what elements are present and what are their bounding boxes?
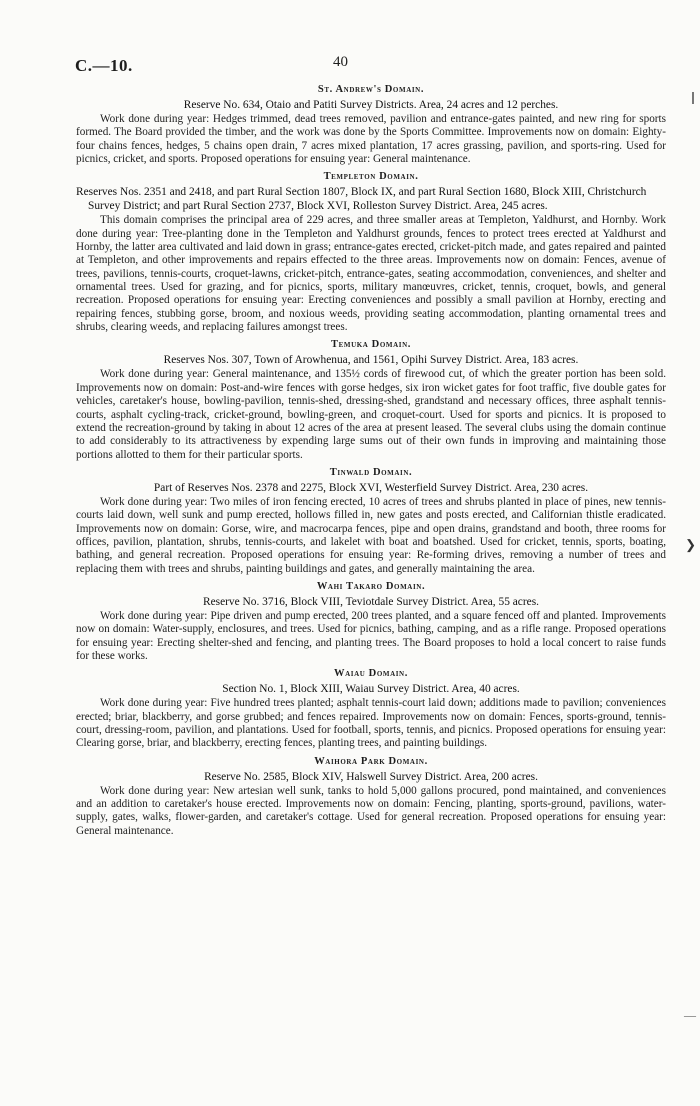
section-wahi-takaro [76,580,666,663]
section-heading: Templeton Domain. [323,171,419,183]
section-text: Work done during year: Five hundred trees planted; asphalt tennis-court laid down; additions made to pavilion; conveniences erected; briar, blackberry, and gorse grubbed; and fences repaired. Improvements now on domain: Fences, sports-ground, tennis-court, dressing-room, pavilion, and plantations. Used for football, sports, tennis, and picnics. Proposed operations for ensuing year: Clearing gorse, briar, and blackberry, erecting fences, planting trees, and painting buildings. [76,697,666,750]
page-number: 40 [333,54,348,70]
reserve-line: Part of Reserves Nos. 2378 and 2275, Block XVI, Westerfield Survey District. Area, 230 acres. [153,481,589,494]
margin-mark-top [692,92,694,104]
section-heading: Waiau Domain. [334,668,408,680]
section-tinwald [76,466,666,576]
section-text: Work done during year: New artesian well sunk, tanks to hold 5,000 gallons procured, pond maintained, and conveniences and an addition to caretaker's house erected. Improvements now on domain: Fencing, planting, sports-ground, pavilions, water-supply, gates, walks, flower-garden, and caretaker's cottage. Used for general recreation. Proposed operations for ensuing year: General maintenance. [76,784,666,837]
reserve-line: Reserves Nos. 2351 and 2418, and part Rural Section 1807, Block IX, and part Rural Section 1680, Block XIII, Christchurch Survey District; and part Rural Section 2737, Block XVI, Rolleston Survey District. Area, 245 acres. [76,186,647,213]
reserve-line: Section No. 1, Block XIII, Waiau Survey District. Area, 40 acres. [222,683,520,696]
section-text: Work done during year: Pipe driven and pump erected, 200 trees planted, and a square fenced off and planted. Improvements now on domain: Water-supply, enclosures, and trees. Used for picnics, bathing, camping, and as a rifle range. Proposed operations for ensuing year: Erecting shelter-shed and fencing, and planting trees. The Board proposes to hold a local concert to raise funds for these works. [76,609,666,662]
section-text: Work done during year: Two miles of iron fencing erected, 10 acres of trees and shrubs planted in place of pines, new tennis-courts laid down, well sunk and pump erected, hollows filled in, new gates and posts erected, and Californian thistle eradicated. Improvements now on domain: Gorse, wire, and macrocarpa fences, pipe and open drains, grandstand and booth, three rooms for offices, pavilion, plantation, shrubs, tennis-courts, and lakelet with boat and boatshed. Used for cricket, tennis, sports, boating, bathing, and general recreation. Proposed operations for ensuing year: Re-forming drives, removing a number of trees and replacing them with trees and shrubs, painting buildings and gates, and generally maintaining the area. [76,495,666,575]
section-heading: Wahi Takaro Domain. [316,580,426,592]
section-text: Work done during year: Hedges trimmed, dead trees removed, pavilion and entrance-gates painted, and new ring for sports formed. The Board provided the timber, and the work was done by the Sports Committee. Improvements now on domain: Eighty-four chains fences, hedges, 5 chains open drain, 7 acres mixed plantation, 17 acres grassing, pavilion, and sports-ring. Used for picnics, cricket, and sports. Proposed operations for ensuing year: General maintenance. [76,113,666,166]
page-body [76,83,666,842]
section-heading: St. Andrew's Domain. [317,84,425,95]
section-waihora-park [76,755,666,838]
reserve-line: Reserve No. 3716, Block VIII, Teviotdale Survey District. Area, 55 acres. [203,595,539,608]
section-text: Work done during year: General maintenance, and 135½ cords of firewood cut, of which the greater portion has been sold. Improvements now on domain: Post-and-wire fences with gorse hedges, six iron wicket gates for foot traffic, five double gates for vehicles, caretaker's house, bowling-pavilion, tennis-shed, dressing-shed, grandstand and necessary offices, three asphalt tennis-courts, asphalt cycling-track, cricket-ground, bowling-green, and croquet-court. Used for sports and picnics. It is proposed to extend the recreation-ground by taking in about 12 acres of the area at present leased. The several clubs using the domain continue to add considerably to its attractiveness by expending large sums out of their own funds in improving and maintaining those portions allotted to them for their particular sports. [76,368,666,461]
section-templeton [76,170,666,334]
section-text: This domain comprises the principal area of 229 acres, and three smaller areas at Templeton, Yaldhurst, and Hornby. Work done during year: Tree-planting done in the Templeton and Yaldhurst grounds, fences to protect trees erected at Yaldhurst and Hornby, the latter area cultivated and laid down in grass; entrance-gates erected, cricket-pitch made, and gates repaired and painted at Templeton, and other improvements and repairs effected to the three areas. Improvements now on domain: Fences, avenue of trees, pavilions, tennis-courts, croquet-lawns, cricket-pitch, entrance-gates, seating accommodation, conveniences, and shelter and ornamental trees. Used for grazing, and for picnics, sports, military manœuvres, cricket, tennis, croquet, bowls, and general recreation. Proposed operations for ensuing year: Erecting conveniences and possibly a small pavilion at Hornby, erecting and repairing fences, stubbing gorse, broom, and noxious weeds, providing seating accommodation, planting ornamental trees and shrubs, clearing weeds, and replacing failures amongst trees. [76,214,666,334]
section-waiau [76,667,666,750]
reserve-line: Reserve No. 2585, Block XIV, Halswell Survey District. Area, 200 acres. [204,770,538,783]
section-st-andrews [76,83,666,166]
section-heading: Temuka Domain. [331,339,411,351]
section-heading: Waihora Park Domain. [314,755,428,767]
margin-arrow-mark: ❯ [685,537,696,552]
document-code: C.—10. [75,56,133,75]
margin-dash-mark: — [684,1008,696,1022]
reserve-line: Reserves Nos. 307, Town of Arowhenua, and 1561, Opihi Survey District. Area, 183 acres. [163,354,579,367]
reserve-line: Reserve No. 634, Otaio and Patiti Survey Districts. Area, 24 acres and 12 perches. [183,99,559,111]
section-temuka [76,338,666,461]
section-heading: Tinwald Domain. [329,466,413,478]
